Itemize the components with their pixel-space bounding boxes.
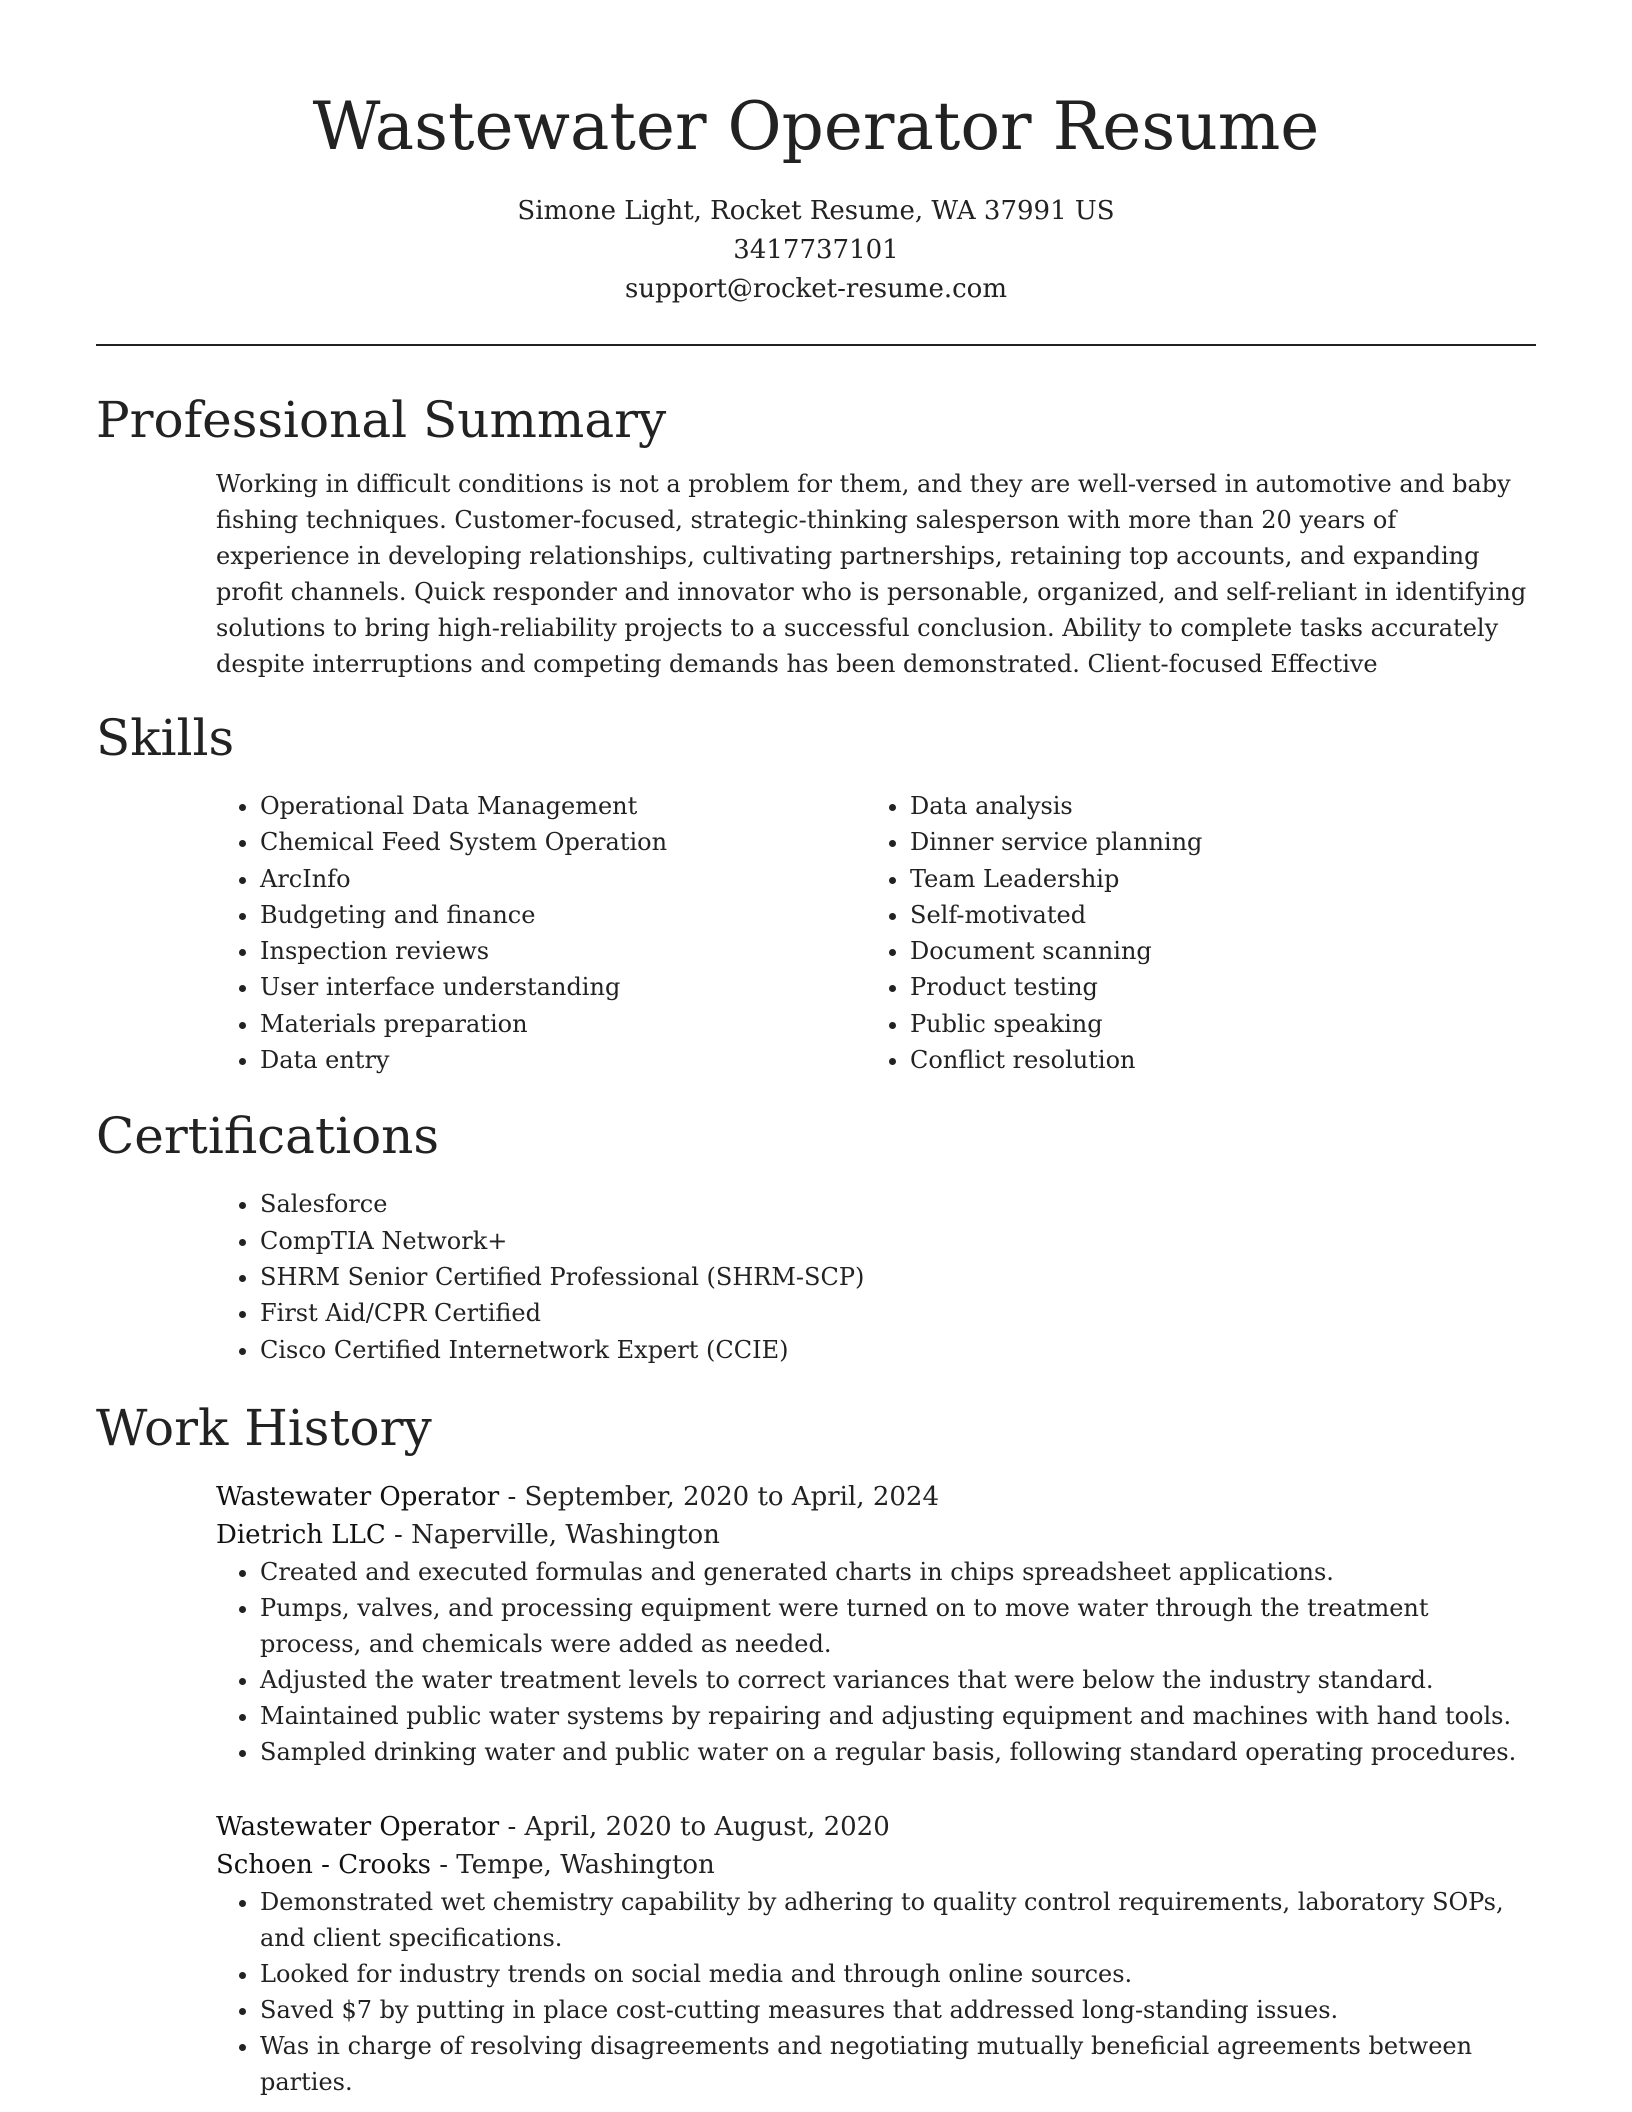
skills-heading: Skills	[96, 709, 235, 767]
skills-section	[216, 788, 1536, 1078]
job-company-line	[216, 1846, 1536, 1884]
certifications-section	[216, 1186, 1536, 1367]
skill-item: • Data entry	[260, 1042, 866, 1078]
job-duty-item: • Saved $7 by putting in place cost-cutting measures that addressed long-standing issues.	[260, 1992, 1536, 2028]
skill-item: • Data analysis	[910, 788, 1516, 824]
contact-email: support@rocket-resume.com	[624, 274, 1007, 304]
job-entry	[216, 1478, 1536, 1770]
skill-item: • Chemical Feed System Operation	[260, 824, 866, 860]
job-duties-list	[216, 1554, 1536, 1770]
job-entry	[216, 1808, 1536, 2100]
skills-list-right	[866, 788, 1516, 1078]
job-company: Schoen - Crooks	[216, 1849, 431, 1880]
job-title-line	[216, 1478, 1536, 1516]
skill-item: • Operational Data Management	[260, 788, 866, 824]
job-title-line	[216, 1808, 1536, 1846]
job-company: Dietrich LLC	[216, 1519, 386, 1550]
skill-item: • Conflict resolution	[910, 1042, 1516, 1078]
job-title: Wastewater Operator	[216, 1811, 500, 1842]
skill-item: • Product testing	[910, 969, 1516, 1005]
certification-item: • CompTIA Network+	[260, 1223, 1536, 1259]
skill-item: • Budgeting and finance	[260, 897, 866, 933]
skill-item: • Dinner service planning	[910, 824, 1516, 860]
certification-item: • First Aid/CPR Certified	[260, 1295, 1536, 1331]
job-duty-item: • Sampled drinking water and public water on a regular basis, following standard operating procedures.	[260, 1734, 1536, 1770]
skills-column-left	[216, 788, 866, 1078]
job-duty-item: • Demonstrated wet chemistry capability by adhering to quality control requirements, laboratory SOPs, and client specifications.	[260, 1884, 1536, 1956]
skill-item: • Materials preparation	[260, 1006, 866, 1042]
job-location: - Tempe, Washington	[430, 1849, 715, 1880]
job-dates: - April, 2020 to August, 2020	[499, 1811, 890, 1842]
job-location: - Naperville, Washington	[385, 1519, 720, 1550]
work-history-section	[216, 1478, 1536, 2100]
job-duty-item: • Pumps, valves, and processing equipment were turned on to move water through the treatment process, and chemicals were added as needed.	[260, 1590, 1536, 1662]
certifications-list	[216, 1186, 1536, 1367]
certification-item: • Salesforce	[260, 1186, 1536, 1222]
job-duty-item: • Looked for industry trends on social media and through online sources.	[260, 1956, 1536, 1992]
certification-item: • SHRM Senior Certified Professional (SHRM-SCP)	[260, 1259, 1536, 1295]
skill-item: • User interface understanding	[260, 969, 866, 1005]
contact-phone: 3417737101	[733, 235, 899, 265]
skill-item: • Inspection reviews	[260, 933, 866, 969]
summary-text: Working in difficult conditions is not a problem for them, and they are well-versed in automotive and baby fishing techniques. Customer-focused, strategic-thinking salesperson with more than 20 years of experience in developing relationships, cultivating partnerships, retaining top accounts, and expanding profit channels. Quick responder and innovator who is personable, organized, and self-reliant in identifying solutions to bring high-reliability projects to a successful conclusion. Ability to complete tasks accurately despite interruptions and competing demands has been demonstrated. Client-focused Effective	[216, 470, 1527, 678]
job-company-line	[216, 1516, 1536, 1554]
skill-item: • Team Leadership	[910, 861, 1516, 897]
skill-item: • Self-motivated	[910, 897, 1516, 933]
skill-item: • Public speaking	[910, 1006, 1516, 1042]
work-history-heading: Work History	[96, 1398, 432, 1457]
skills-list-left	[216, 788, 866, 1078]
skill-item: • Document scanning	[910, 933, 1516, 969]
contact-address: Simone Light, Rocket Resume, WA 37991 US	[517, 196, 1115, 226]
resume-title: Wastewater Operator Resume	[312, 88, 1320, 165]
job-title: Wastewater Operator	[216, 1481, 500, 1512]
job-duties-list	[216, 1884, 1536, 2100]
job-duty-item: • Adjusted the water treatment levels to correct variances that were below the industry standard.	[260, 1662, 1536, 1698]
header-divider	[96, 344, 1536, 346]
job-duty-item: • Created and executed formulas and generated charts in chips spreadsheet applications.	[260, 1554, 1536, 1590]
job-duty-item: • Was in charge of resolving disagreements and negotiating mutually beneficial agreements between parties.	[260, 2028, 1536, 2100]
skill-item: • ArcInfo	[260, 861, 866, 897]
job-duty-item: • Maintained public water systems by repairing and adjusting equipment and machines with hand tools.	[260, 1698, 1536, 1734]
skills-column-right	[866, 788, 1516, 1078]
job-dates: - September, 2020 to April, 2024	[499, 1481, 939, 1512]
certification-item: • Cisco Certified Internetwork Expert (CCIE)	[260, 1332, 1536, 1368]
certifications-heading: Certifications	[96, 1107, 440, 1166]
summary-heading: Professional Summary	[96, 391, 667, 449]
summary-section	[216, 466, 1536, 682]
resume-header	[96, 0, 1536, 309]
contact-info	[96, 192, 1536, 309]
